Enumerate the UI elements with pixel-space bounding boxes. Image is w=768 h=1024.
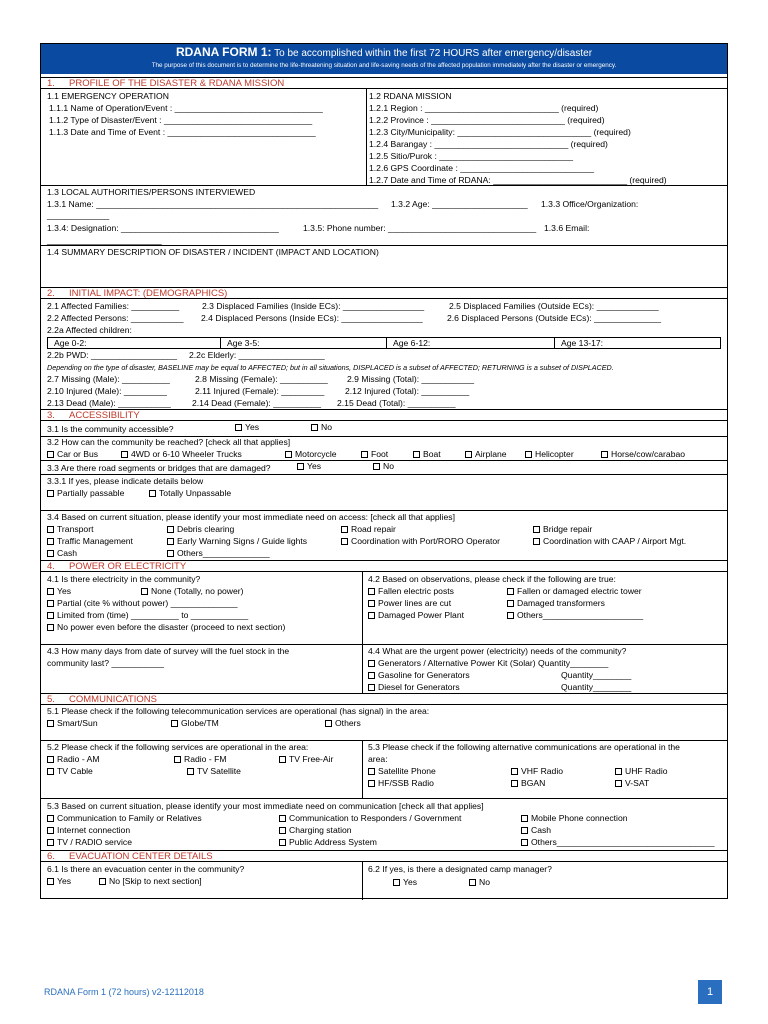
age-13-17-field[interactable]: Age 13-17: — [554, 338, 603, 348]
age-table — [47, 337, 721, 349]
road-repair-checkbox[interactable]: Road repair — [341, 524, 396, 535]
reach-question: 3.2 How can the community be reached? [check all that applies] — [47, 437, 291, 447]
demographics-note: Depending on the type of disaster, BASELINE may be equal to AFFECTED; but in all situations, DISPLACED is a subset of AFFECTED; RETURNING is a subset of DISPLACED. — [47, 363, 614, 372]
vhf-radio-checkbox[interactable]: VHF Radio — [511, 766, 563, 777]
missing-male-field[interactable]: 2.7 Missing (Male): __________ — [47, 374, 170, 384]
accessible-no-checkbox[interactable]: No — [311, 422, 332, 433]
divider — [41, 245, 727, 246]
divider — [41, 644, 727, 645]
tv-free-air-checkbox[interactable]: TV Free-Air — [279, 754, 333, 765]
globe-tm-checkbox[interactable]: Globe/TM — [171, 718, 219, 729]
bridge-repair-checkbox[interactable]: Bridge repair — [533, 524, 592, 535]
dead-total-field[interactable]: 2.15 Dead (Total): __________ — [337, 398, 456, 408]
evac-center-question: 6.1 Is there an evacuation center in the community? — [47, 864, 245, 874]
horse-checkbox[interactable]: Horse/cow/carabao — [601, 449, 685, 460]
section-1-header: 1. PROFILE OF THE DISASTER & RDANA MISSION — [41, 77, 727, 89]
section-5-header: 5. COMMUNICATIONS — [41, 693, 727, 705]
smart-sun-checkbox[interactable]: Smart/Sun — [47, 718, 98, 729]
summary-description-field[interactable]: 1.4 SUMMARY DESCRIPTION OF DISASTER / INCIDENT (IMPACT AND LOCATION) — [47, 247, 379, 257]
damaged-transformers-checkbox[interactable]: Damaged transformers — [507, 598, 605, 609]
name-of-operation-field[interactable]: 1.1.1 Name of Operation/Event : _______________________________ — [49, 103, 323, 113]
interviewee-age-field[interactable]: 1.3.2 Age: ____________________ — [391, 199, 528, 209]
injured-male-field[interactable]: 2.10 Injured (Male): _________ — [47, 386, 167, 396]
internet-checkbox[interactable]: Internet connection — [47, 825, 130, 836]
form-header — [41, 44, 727, 74]
totally-unpassable-checkbox[interactable]: Totally Unpassable — [149, 488, 231, 499]
power-yes-checkbox[interactable]: Yes — [47, 586, 71, 597]
affected-persons-field[interactable]: 2.2 Affected Persons: ___________ — [47, 313, 184, 323]
phone-field[interactable]: 1.3.5: Phone number: _______________________________ — [303, 223, 537, 233]
s1-right-0: 1.2 RDANA MISSION — [369, 91, 452, 101]
age-6-12-field[interactable]: Age 6-12: — [386, 338, 430, 348]
office-org-label: 1.3.3 Office/Organization: — [541, 199, 639, 209]
divider — [41, 474, 727, 475]
s1-left-0: 1.1 EMERGENCY OPERATION — [47, 91, 169, 101]
missing-total-field[interactable]: 2.9 Missing (Total): ___________ — [347, 374, 475, 384]
type-of-disaster-field[interactable]: 1.1.2 Type of Disaster/Event : _______________________________ — [49, 115, 313, 125]
hf-ssb-radio-checkbox[interactable]: HF/SSB Radio — [368, 778, 434, 789]
comms-cash-checkbox[interactable]: Cash — [521, 825, 551, 836]
evac-no-checkbox[interactable]: No [Skip to next section] — [99, 876, 202, 887]
no-power-before-checkbox[interactable]: No power even before the disaster (proceed to next section) — [47, 622, 285, 633]
sitio-field[interactable]: 1.2.5 Sitio/Purok : ____________________________ — [369, 151, 574, 161]
divider — [41, 798, 727, 799]
damaged-roads-question: 3.3 Are there road segments or bridges that are damaged? — [47, 463, 271, 473]
divider — [41, 185, 727, 186]
camp-manager-yes-checkbox[interactable]: Yes — [393, 877, 417, 888]
displaced-families-inside-field[interactable]: 2.3 Displaced Families (Inside ECs): _________________ — [202, 301, 425, 311]
fuel-stock-field[interactable]: community last? ___________ — [47, 658, 165, 668]
public-address-checkbox[interactable]: Public Address System — [279, 837, 377, 848]
footer-text: RDANA Form 1 (72 hours) v2-12112018 — [44, 987, 204, 997]
4wd-checkbox[interactable]: 4WD or 6-10 Wheeler Trucks — [121, 449, 242, 460]
interviewee-name-field[interactable]: 1.3.1 Name: ___________________________________________________________ — [47, 199, 379, 209]
early-warning-checkbox[interactable]: Early Warning Signs / Guide lights — [167, 536, 307, 547]
office-org-field[interactable]: _____________ — [47, 210, 110, 220]
mobile-connection-checkbox[interactable]: Mobile Phone connection — [521, 813, 628, 824]
tv-satellite-checkbox[interactable]: TV Satellite — [187, 766, 241, 777]
power-lines-cut-checkbox[interactable]: Power lines are cut — [368, 598, 451, 609]
form-subtitle: To be accomplished within the first 72 HOURS after emergency/disaster — [274, 48, 593, 59]
helicopter-checkbox[interactable]: Helicopter — [525, 449, 574, 460]
observations-question: 4.2 Based on observations, please check if the following are true: — [368, 574, 616, 584]
dead-male-field[interactable]: 2.13 Dead (Male): ___________ — [47, 398, 171, 408]
fallen-posts-checkbox[interactable]: Fallen electric posts — [368, 586, 454, 597]
divider — [362, 740, 363, 798]
car-bus-checkbox[interactable]: Car or Bus — [47, 449, 98, 460]
email-field[interactable]: ________________________ — [47, 235, 162, 245]
email-label: 1.3.6 Email: — [544, 223, 590, 233]
boat-checkbox[interactable]: Boat — [413, 449, 441, 460]
barangay-field[interactable]: 1.2.4 Barangay : ____________________________ (required) — [369, 139, 608, 149]
access-needs-question: 3.4 Based on current situation, please identify your most immediate need on access: [check all that applies] — [47, 512, 455, 522]
gasoline-quantity-field[interactable]: Quantity________ — [561, 670, 632, 680]
accessible-yes-checkbox[interactable]: Yes — [235, 422, 259, 433]
displaced-persons-inside-field[interactable]: 2.4 Displaced Persons (Inside ECs): _________________ — [201, 313, 423, 323]
page-number: 1 — [698, 980, 722, 1004]
date-time-event-field[interactable]: 1.1.3 Date and Time of Event : _______________________________ — [49, 127, 316, 137]
power-none-checkbox[interactable]: None (Totally, no power) — [141, 586, 244, 597]
telecom-question: 5.1 Please check if the following telecommunication services are operational (has signal) in the area: — [47, 706, 430, 716]
gps-field[interactable]: 1.2.6 GPS Coordinate : ____________________________ — [369, 163, 595, 173]
alt-comms-question: 5.3 Please check if the following alternative communications are operational in the — [368, 742, 680, 752]
radio-fm-checkbox[interactable]: Radio - FM — [174, 754, 227, 765]
affected-children-label: 2.2a Affected children: — [47, 325, 132, 335]
alt-comms-area-label: area: — [368, 754, 388, 764]
others-checkbox[interactable]: Others______________ — [167, 548, 270, 559]
caap-coordination-checkbox[interactable]: Coordination with CAAP / Airport Mgt. — [533, 536, 686, 547]
divider — [366, 89, 367, 185]
province-field[interactable]: 1.2.2 Province : ____________________________ (required) — [369, 115, 605, 125]
details-label: 3.3.1 If yes, please indicate details below — [47, 476, 204, 486]
city-field[interactable]: 1.2.3 City/Municipality: ____________________________ (required) — [369, 127, 631, 137]
bgan-checkbox[interactable]: BGAN — [511, 778, 545, 789]
divider — [362, 572, 363, 693]
divider — [41, 740, 727, 741]
motorcycle-checkbox[interactable]: Motorcycle — [285, 449, 337, 460]
services-question: 5.2 Please check if the following services are operational in the area: — [47, 742, 309, 752]
missing-female-field[interactable]: 2.8 Missing (Female): __________ — [195, 374, 328, 384]
fuel-stock-question: 4.3 How many days from date of survey will the fuel stock in the — [47, 646, 290, 656]
section-4-header: 4. POWER OR ELECTRICITY — [41, 560, 727, 572]
traffic-management-checkbox[interactable]: Traffic Management — [47, 536, 133, 547]
port-coordination-checkbox[interactable]: Coordination with Port/RORO Operator — [341, 536, 500, 547]
age-3-5-field[interactable]: Age 3-5: — [220, 338, 260, 348]
gasoline-checkbox[interactable]: Gasoline for Generators — [368, 670, 470, 681]
comm-family-checkbox[interactable]: Communication to Family or Relatives — [47, 813, 202, 824]
telecom-others-checkbox[interactable]: Others — [325, 718, 361, 729]
diesel-quantity-field[interactable]: Quantity________ — [561, 682, 632, 692]
damaged-yes-checkbox[interactable]: Yes — [297, 461, 321, 472]
camp-manager-question: 6.2 If yes, is there a designated camp manager? — [368, 864, 552, 874]
divider — [362, 862, 363, 900]
v-sat-checkbox[interactable]: V-SAT — [615, 778, 649, 789]
tv-cable-checkbox[interactable]: TV Cable — [47, 766, 93, 777]
debris-clearing-checkbox[interactable]: Debris clearing — [167, 524, 234, 535]
damaged-plant-checkbox[interactable]: Damaged Power Plant — [368, 610, 464, 621]
displaced-persons-outside-field[interactable]: 2.6 Displaced Persons (Outside ECs): ______________ — [447, 313, 662, 323]
dead-female-field[interactable]: 2.14 Dead (Female): __________ — [192, 398, 321, 408]
cash-checkbox[interactable]: Cash — [47, 548, 77, 559]
s1-3-heading: 1.3 LOCAL AUTHORITIES/PERSONS INTERVIEWED — [47, 187, 256, 197]
date-time-rdana-field[interactable]: 1.2.7 Date and Time of RDANA: ____________________________ (required) — [369, 175, 667, 185]
comms-needs-question: 5.3 Based on current situation, please identify your most immediate need on communication [check all that applies] — [47, 801, 484, 811]
affected-families-field[interactable]: 2.1 Affected Families: __________ — [47, 301, 180, 311]
partially-passable-checkbox[interactable]: Partially passable — [47, 488, 124, 499]
evac-yes-checkbox[interactable]: Yes — [47, 876, 71, 887]
region-field[interactable]: 1.2.1 Region : ____________________________ (required) — [369, 103, 599, 113]
damaged-no-checkbox[interactable]: No — [373, 461, 394, 472]
power-needs-question: 4.4 What are the urgent power (electricity) needs of the community? — [368, 646, 627, 656]
uhf-radio-checkbox[interactable]: UHF Radio — [615, 766, 668, 777]
charging-station-checkbox[interactable]: Charging station — [279, 825, 352, 836]
radio-am-checkbox[interactable]: Radio - AM — [47, 754, 100, 765]
foot-checkbox[interactable]: Foot — [361, 449, 388, 460]
designation-field[interactable]: 1.3.4: Designation: _________________________________ — [47, 223, 279, 233]
comms-others-checkbox[interactable]: Others_________________________________ — [521, 837, 715, 848]
power-partial-checkbox[interactable]: Partial (cite % without power) ______________ — [47, 598, 238, 609]
satellite-phone-checkbox[interactable]: Satellite Phone — [368, 766, 436, 777]
section-6-header: 6. EVACUATION CENTER DETAILS — [41, 850, 727, 862]
age-0-2-field[interactable]: Age 0-2: — [54, 338, 87, 348]
airplane-checkbox[interactable]: Airplane — [465, 449, 507, 460]
camp-manager-no-checkbox[interactable]: No — [469, 877, 490, 888]
section-3-header: 3. ACCESSIBILITY — [41, 409, 727, 421]
fallen-tower-checkbox[interactable]: Fallen or damaged electric tower — [507, 586, 642, 597]
elderly-field[interactable]: 2.2c Elderly: __________________ — [189, 350, 325, 360]
electricity-question: 4.1 Is there electricity in the community? — [47, 574, 201, 584]
displaced-families-outside-field[interactable]: 2.5 Displaced Families (Outside ECs): _____________ — [449, 301, 659, 311]
divider — [41, 510, 727, 511]
form-purpose: The purpose of this document is to determine the life-threatening situation and life-saving needs of the affected population immediately after the disaster or emergency. — [151, 62, 617, 69]
tv-radio-service-checkbox[interactable]: TV / RADIO service — [47, 837, 132, 848]
comm-responders-checkbox[interactable]: Communication to Responders / Government — [279, 813, 461, 824]
section-2-header: 2. INITIAL IMPACT: (DEMOGRAPHICS) — [41, 287, 727, 299]
injured-female-field[interactable]: 2.11 Injured (Female): _________ — [195, 386, 325, 396]
form-title: RDANA FORM 1: — [175, 45, 272, 59]
accessible-question: 3.1 Is the community accessible? — [47, 424, 174, 434]
transport-checkbox[interactable]: Transport — [47, 524, 93, 535]
diesel-checkbox[interactable]: Diesel for Generators — [368, 682, 460, 693]
power-others-checkbox[interactable]: Others_____________________ — [507, 610, 643, 621]
power-limited-checkbox[interactable]: Limited from (time) __________ to ____________ — [47, 610, 248, 621]
rdana-form — [40, 43, 728, 899]
injured-total-field[interactable]: 2.12 Injured (Total): __________ — [345, 386, 470, 396]
generators-checkbox[interactable]: Generators / Alternative Power Kit (Solar) Quantity________ — [368, 658, 608, 669]
pwd-field[interactable]: 2.2b PWD: __________________ — [47, 350, 177, 360]
